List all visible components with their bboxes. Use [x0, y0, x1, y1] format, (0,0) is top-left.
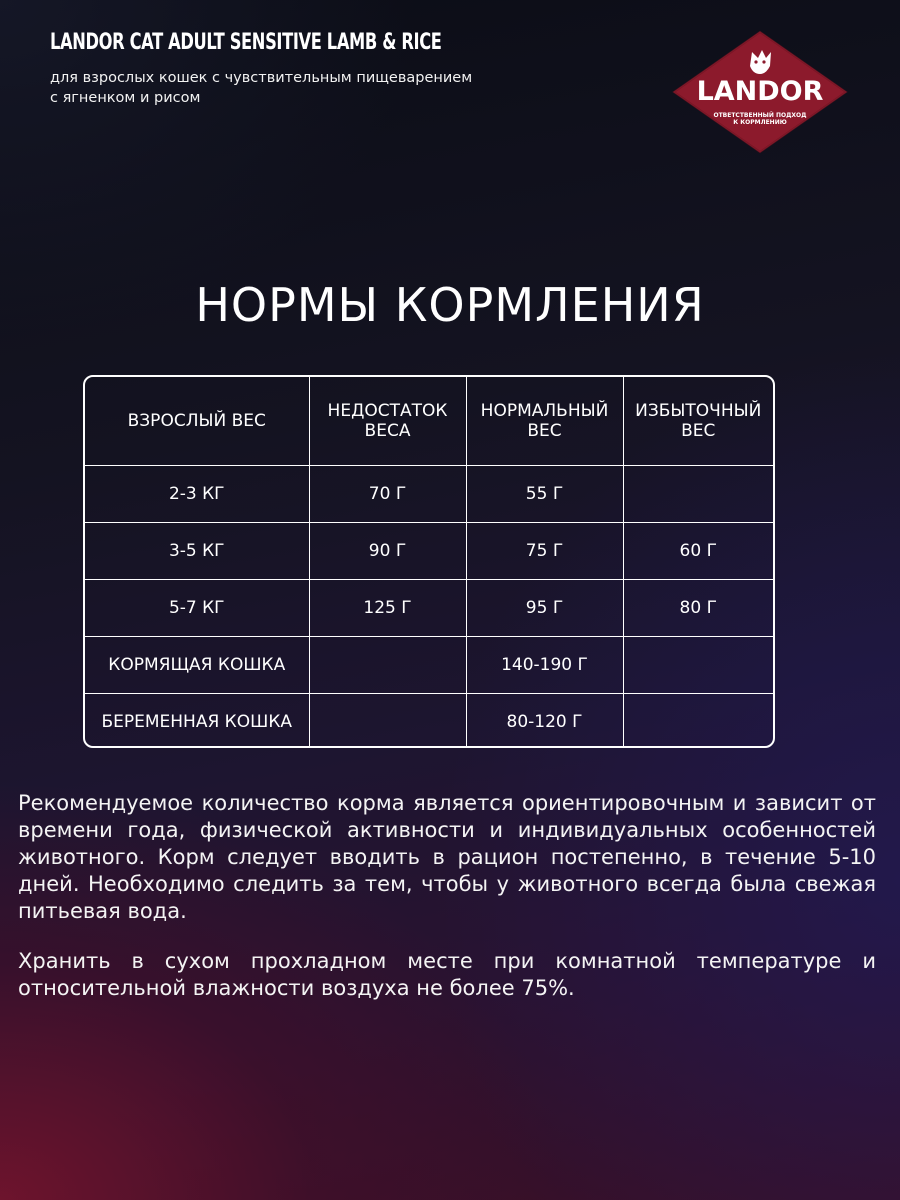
table-cell: 3-5 КГ: [85, 522, 309, 579]
header-normal-weight: НОРМАЛЬНЫЙ ВЕС: [466, 377, 623, 465]
header-adult-weight: ВЗРОСЛЫЙ ВЕС: [85, 377, 309, 465]
table-row: [85, 465, 773, 522]
table-cell: 80-120 Г: [466, 693, 623, 748]
table-cell: 5-7 КГ: [85, 579, 309, 636]
table-cell: 55 Г: [466, 465, 623, 522]
table-cell: 75 Г: [466, 522, 623, 579]
table-cell: 95 Г: [466, 579, 623, 636]
table-cell: 90 Г: [309, 522, 466, 579]
table-cell: [309, 693, 466, 748]
table-cell: [623, 636, 773, 693]
table-cell: 140-190 Г: [466, 636, 623, 693]
table-cell: [309, 636, 466, 693]
logo-tagline-line: К КОРМЛЕНИЮ: [733, 119, 787, 126]
table-cell: 125 Г: [309, 579, 466, 636]
landor-logo: [670, 28, 850, 158]
logo-tagline: [670, 112, 850, 126]
product-title: LANDOR CAT ADULT SENSITIVE LAMB & RICE: [50, 30, 442, 55]
feeding-note-paragraph: Рекомендуемое количество корма является ориентировочным и зависит от времени года, физической активности и индивидуальных особенностей животного. Корм следует вводить в рацион постепенно, в течение 5-10 дней. Необходимо следить за тем, чтобы у животного всегда была свежая питьевая вода.: [18, 791, 876, 923]
logo-tagline-line: ОТВЕТСТВЕННЫЙ ПОДХОД: [713, 112, 807, 119]
table-row: [85, 693, 773, 748]
header-underweight: НЕДОСТАТОК ВЕСА: [309, 377, 466, 465]
header-overweight: ИЗБЫТОЧНЫЙ ВЕС: [623, 377, 773, 465]
table-row: [85, 522, 773, 579]
table-row: [85, 579, 773, 636]
feeding-table: [83, 375, 775, 748]
table-cell: 2-3 КГ: [85, 465, 309, 522]
feeding-norms-title: НОРМЫ КОРМЛЕНИЯ: [195, 278, 705, 332]
table-cell: [623, 465, 773, 522]
table-cell: БЕРЕМЕННАЯ КОШКА: [85, 693, 309, 748]
table-cell: 80 Г: [623, 579, 773, 636]
product-subtitle-line: для взрослых кошек с чувствительным пищеварением: [50, 70, 473, 86]
product-subtitle-line: с ягненком и рисом: [50, 90, 201, 106]
logo-wordmark: LANDOR: [696, 76, 824, 107]
table-cell: 70 Г: [309, 465, 466, 522]
table-cell: [623, 693, 773, 748]
table-cell: КОРМЯЩАЯ КОШКА: [85, 636, 309, 693]
table-row: [85, 636, 773, 693]
table-header-row: [85, 377, 773, 465]
table-cell: 60 Г: [623, 522, 773, 579]
product-subtitle: [50, 68, 530, 108]
storage-note-paragraph: Хранить в сухом прохладном месте при комнатной температуре и относительной влажности воздуха не более 75%.: [18, 949, 876, 1000]
